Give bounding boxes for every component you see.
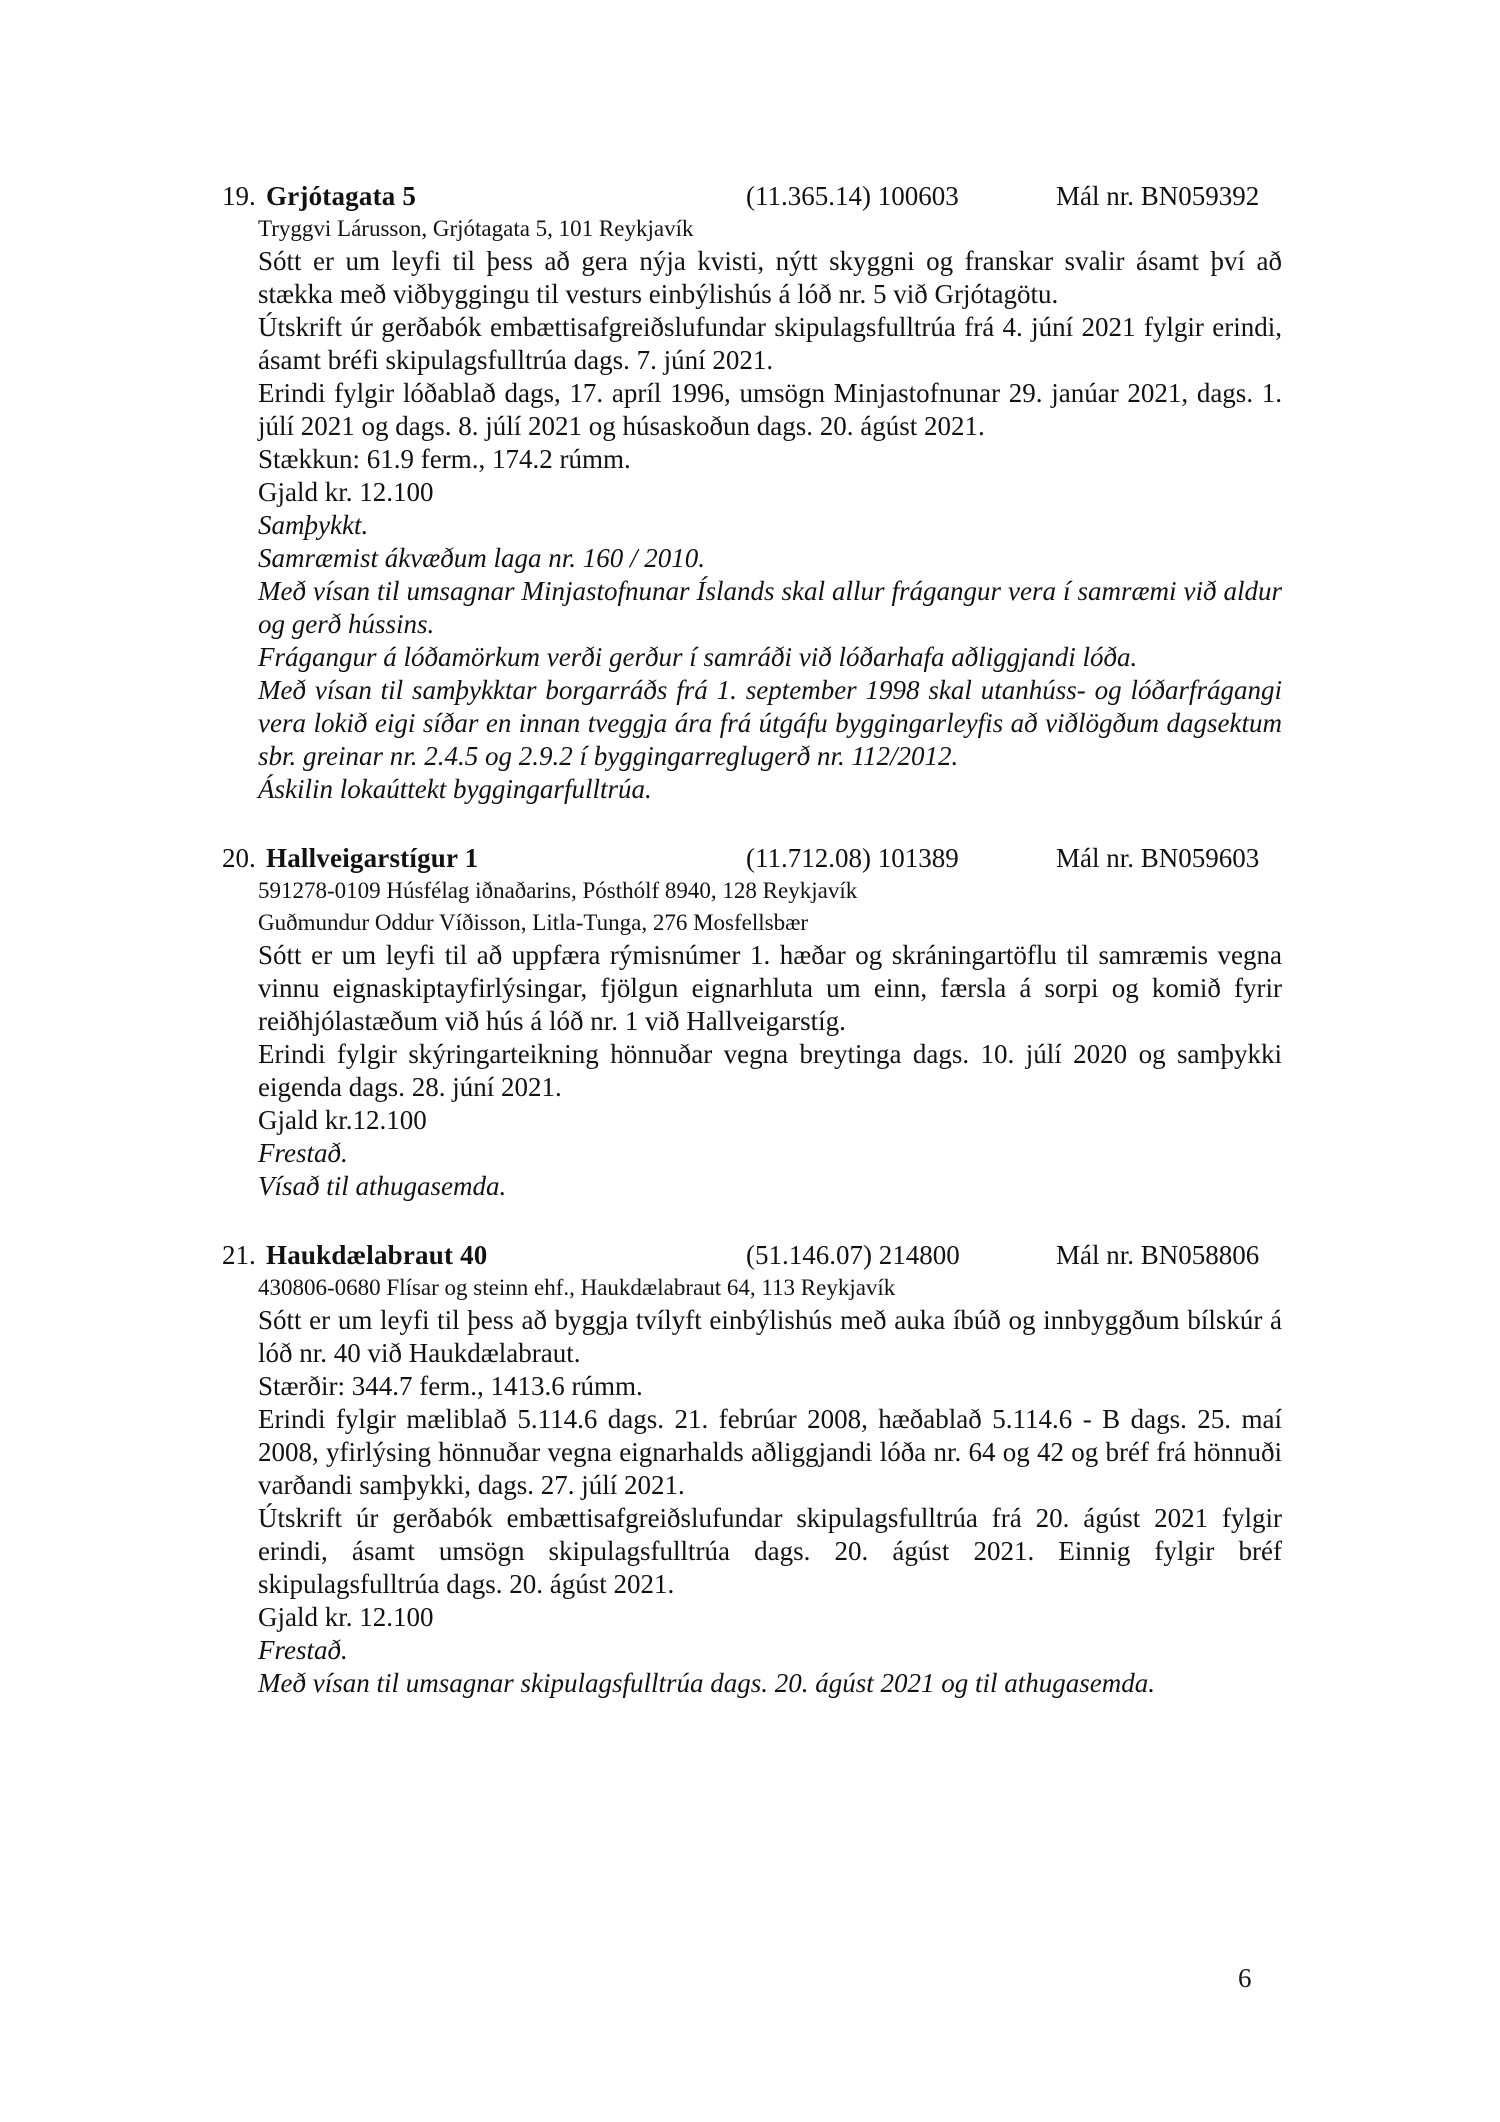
item-number: 20.: [222, 843, 256, 873]
item-content: [258, 1239, 1282, 1700]
fee-line: Gjald kr. 12.100: [258, 1602, 434, 1632]
fee-line: Gjald kr. 12.100: [258, 477, 434, 507]
item-number: 21.: [222, 1240, 256, 1270]
decision-line: Með vísan til samþykktar borgarráðs frá 1. september 1998 skal utanhúss- og lóðarfrágangi vera lokið eigi síðar en innan tveggja ára frá útgáfu byggingarleyfis að viðlögðum dagsektum sbr. greinar nr. 2.4.5 og 2.9.2 í byggingarreglugerð nr. 112/2012.: [258, 675, 1282, 771]
body-paragraph: Sótt er um leyfi til þess að gera nýja kvisti, nýtt skyggni og franskar svalir ásamt því að stækka með viðbyggingu til vesturs einbýlishús á lóð nr. 5 við Grjótagötu.: [258, 246, 1282, 309]
item-content: [258, 180, 1282, 806]
agenda-item-21: [222, 1239, 1282, 1700]
item-content: [258, 842, 1282, 1203]
decision-line: Frestað.: [258, 1138, 348, 1168]
decision-line: Samþykkt.: [258, 510, 369, 540]
item-plot-code: (11.365.14) 100603: [746, 181, 959, 211]
decision-line: Áskilin lokaúttekt byggingarfulltrúa.: [258, 774, 652, 804]
applicant-line: 591278-0109 Húsfélag iðnaðarins, Pósthólf 8940, 128 Reykjavík: [258, 878, 858, 903]
decision-line: Með vísan til umsagnar Minjastofnunar Íslands skal allur frágangur vera í samræmi við aldur og gerð hússins.: [258, 576, 1282, 639]
body-paragraph: Erindi fylgir skýringarteikning hönnuðar vegna breytinga dags. 10. júlí 2020 og samþykki eigenda dags. 28. júní 2021.: [258, 1039, 1282, 1102]
item-plot-code: (51.146.07) 214800: [746, 1240, 960, 1270]
item-title: Haukdælabraut 40: [266, 1240, 488, 1270]
item-plot-code: (11.712.08) 101389: [746, 843, 959, 873]
body-paragraph: Útskrift úr gerðabók embættisafgreiðslufundar skipulagsfulltrúa frá 20. ágúst 2021 fylgir erindi, ásamt umsögn skipulagsfulltrúa dags. 20. ágúst 2021. Einnig fylgir bréf skipulagsfulltrúa dags. 20. ágúst 2021.: [258, 1503, 1282, 1599]
applicant-line: Tryggvi Lárusson, Grjótagata 5, 101 Reykjavík: [258, 216, 694, 241]
item-case-number: Mál nr. BN059392: [1056, 181, 1260, 211]
item-case-number: Mál nr. BN058806: [1056, 1240, 1260, 1270]
applicant-line: Guðmundur Oddur Víðisson, Litla-Tunga, 276 Mosfellsbær: [258, 910, 809, 935]
page-number: 6: [1238, 1963, 1252, 1993]
decision-line: Frestað.: [258, 1635, 348, 1665]
item-header: [258, 180, 1282, 213]
item-number: 19.: [222, 181, 256, 211]
item-header: [258, 842, 1282, 875]
body-paragraph: Útskrift úr gerðabók embættisafgreiðslufundar skipulagsfulltrúa frá 4. júní 2021 fylgir erindi, ásamt bréfi skipulagsfulltrúa dags. 7. júní 2021.: [258, 312, 1282, 375]
fee-line: Gjald kr.12.100: [258, 1105, 427, 1135]
decision-line: Með vísan til umsagnar skipulagsfulltrúa dags. 20. ágúst 2021 og til athugasemda.: [258, 1668, 1156, 1698]
body-paragraph: Erindi fylgir lóðablað dags, 17. apríl 1996, umsögn Minjastofnunar 29. janúar 2021, dags. 1. júlí 2021 og dags. 8. júlí 2021 og húsaskoðun dags. 20. ágúst 2021.: [258, 378, 1282, 441]
applicant-line: 430806-0680 Flísar og steinn ehf., Haukdælabraut 64, 113 Reykjavík: [258, 1275, 896, 1300]
body-paragraph: Sótt er um leyfi til þess að byggja tvílyft einbýlishús með auka íbúð og innbyggðum bílskúr á lóð nr. 40 við Haukdælabraut.: [258, 1305, 1282, 1368]
agenda-item-19: [222, 180, 1282, 806]
item-case-number: Mál nr. BN059603: [1056, 843, 1260, 873]
decision-line: Samræmist ákvæðum laga nr. 160 / 2010.: [258, 543, 706, 573]
size-line: Stækkun: 61.9 ferm., 174.2 rúmm.: [258, 444, 631, 474]
body-paragraph: Erindi fylgir mæliblað 5.114.6 dags. 21. febrúar 2008, hæðablað 5.114.6 - B dags. 25. maí 2008, yfirlýsing hönnuðar vegna eignarhalds aðliggjandi lóða nr. 64 og 42 og bréf frá hönnuði varðandi samþykki, dags. 27. júlí 2021.: [258, 1404, 1282, 1500]
agenda-item-20: [222, 842, 1282, 1203]
size-line: Stærðir: 344.7 ferm., 1413.6 rúmm.: [258, 1371, 643, 1401]
decision-line: Vísað til athugasemda.: [258, 1171, 507, 1201]
item-title: Grjótagata 5: [266, 181, 417, 211]
decision-line: Frágangur á lóðamörkum verði gerður í samráði við lóðarhafa aðliggjandi lóða.: [258, 642, 1138, 672]
item-header: [258, 1239, 1282, 1272]
body-paragraph: Sótt er um leyfi til að uppfæra rýmisnúmer 1. hæðar og skráningartöflu til samræmis vegna vinnu eignaskiptayfirlýsingar, fjölgun eignarhluta um einn, færsla á sorpi og komið fyrir reiðhjólastæðum við hús á lóð nr. 1 við Hallveigarstíg.: [258, 940, 1282, 1036]
item-title: Hallveigarstígur 1: [266, 843, 479, 873]
